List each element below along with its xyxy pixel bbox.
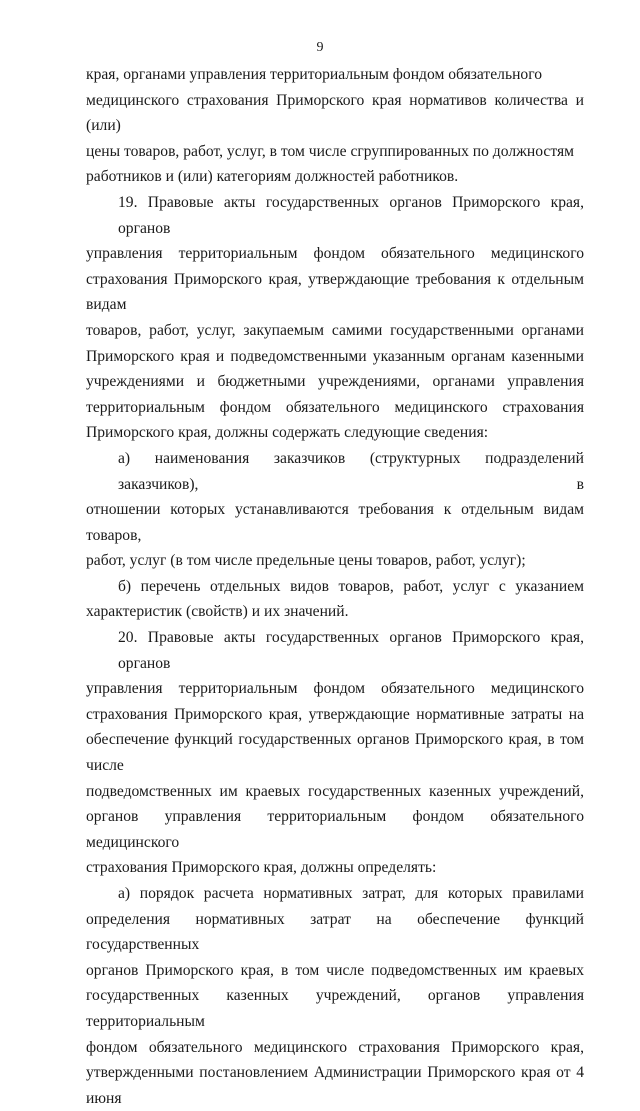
paragraph-20 xyxy=(86,625,584,881)
text-line: медицинского страхования Приморского края нормативов количества и (или) xyxy=(86,91,584,135)
text-line: работников и (или) категориям должностей работников. xyxy=(86,168,459,186)
text-line: работ, услуг (в том числе предельные цены товаров, работ, услуг); xyxy=(86,552,526,570)
text-line: товаров, работ, услуг, закупаемым самими государственными органами xyxy=(86,321,584,339)
text-line: характеристик (свойств) и их значений. xyxy=(86,603,349,621)
text-line: фондом обязательного медицинского страхования Приморского края, xyxy=(86,1038,584,1056)
paragraph-continuation xyxy=(86,62,584,190)
text-line: государственных казенных учреждений, органов управления территориальным xyxy=(86,987,584,1030)
text-line: управления территориальным фондом обязательного медицинского xyxy=(86,680,584,698)
text-line: территориальным фондом обязательного медицинского страхования xyxy=(86,398,584,416)
text-line: Приморского края и подведомственными указанным органам казенными xyxy=(86,347,584,365)
paragraph-19 xyxy=(86,190,584,446)
text-line: а) наименования заказчиков (структурных подразделений заказчиков), в xyxy=(118,449,584,493)
text-line: обеспечение функций государственных органов Приморского края, в том числе xyxy=(86,731,584,775)
text-line: 20. Правовые акты государственных органов Приморского края, органов xyxy=(118,629,584,672)
text-line: отношении которых устанавливаются требования к отдельным видам товаров, xyxy=(86,501,584,544)
text-line: б) перечень отдельных видов товаров, работ, услуг с указанием xyxy=(118,577,584,595)
text-line: определения нормативных затрат на обеспечение функций государственных xyxy=(86,910,584,954)
paragraph-19a xyxy=(86,446,584,574)
text-line: цены товаров, работ, услуг, в том числе сгруппированных по должностям xyxy=(86,142,574,160)
page-number: 9 xyxy=(316,40,324,55)
text-line: 19. Правовые акты государственных органов Приморского края, органов xyxy=(118,193,584,237)
document-body xyxy=(86,62,584,1111)
text-line: Приморского края, должны содержать следующие сведения: xyxy=(86,424,489,442)
text-line: края, органами управления территориальным фондом обязательного xyxy=(86,66,543,83)
text-line: подведомственных им краевых государственных казенных учреждений, xyxy=(86,782,584,800)
text-line: страхования Приморского края, утверждающие требования к отдельным видам xyxy=(86,270,584,314)
text-line: страхования Приморского края, должны определять: xyxy=(86,859,437,877)
text-line: органов управления территориальным фондом обязательного медицинского xyxy=(86,808,584,851)
text-line: учреждениями и бюджетными учреждениями, органами управления xyxy=(86,373,584,391)
text-line: управления территориальным фондом обязательного медицинского xyxy=(86,245,584,263)
paragraph-19b xyxy=(86,574,584,625)
paragraph-20a xyxy=(86,881,584,1111)
text-line: органов Приморского края, в том числе подведомственных им краевых xyxy=(86,961,584,979)
text-line: а) порядок расчета нормативных затрат, для которых правилами xyxy=(118,885,584,902)
text-line: утвержденными постановлением Администрации Приморского края от 4 июня xyxy=(86,1064,584,1107)
text-line: страхования Приморского края, утверждающие нормативные затраты на xyxy=(86,705,584,723)
